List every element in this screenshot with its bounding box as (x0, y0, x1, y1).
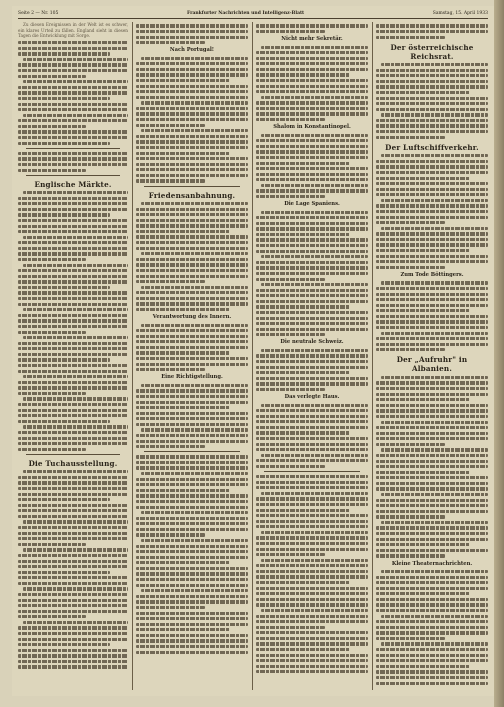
column-rule (372, 22, 373, 690)
heading-neutrale-schweiz: Die neutrale Schweiz. (280, 339, 344, 346)
heading-verlegte-haus: Das verlegte Haus. (284, 394, 340, 401)
header-page-number: Seite 2 — Nr. 105 (18, 10, 59, 16)
running-header (18, 8, 488, 19)
header-date: Samstag, 15. April 1933 (432, 10, 488, 16)
column-rule (252, 22, 253, 690)
heading-boettinger: Zum Tode Böttingers. (400, 271, 464, 278)
column-3 (256, 22, 368, 688)
column-1 (18, 22, 128, 688)
column-rule (132, 22, 133, 690)
heading-nicht-mehr-sekretaer: Nicht mehr Sekretär. (281, 36, 343, 43)
heading-englische-maerkte: Englische Märkte. (34, 179, 112, 189)
heading-friedensanbahnung: Friedensanbahnung. (148, 190, 236, 200)
heading-luftschiffverkehr: Der Luftschiffverkehr. (385, 142, 479, 152)
heading-theaternachrichten: Kleine Theaternachrichten. (391, 560, 473, 567)
column-2 (136, 22, 248, 688)
heading-verantwortung: Verantwortung des Innern. (152, 314, 232, 321)
column-4 (376, 22, 488, 688)
heading-lage-spaniens: Die Lage Spaniens. (284, 201, 340, 208)
heading-richtigstellung: Eine Richtigstellung. (161, 374, 223, 381)
heading-tuchausstellung: Die Tuchausstellung. (28, 458, 118, 468)
newspaper-page (12, 6, 494, 696)
header-newspaper-title: Frankfurter Nachrichten und Intelligenz-Blatt (186, 10, 305, 16)
page-binding-edge (494, 0, 504, 707)
heading-reichsrat: Der österreichische Reichsrat. (390, 42, 474, 61)
heading-albanien: Der „Aufruhr" in Albanien. (396, 355, 468, 374)
heading-shalom: Shalom in Konstantinopel. (273, 124, 351, 131)
heading-nach-portugal: Nach Portugal! (169, 47, 215, 54)
column-1-intro: Zu diesen Ereignissen in der Welt ist es schwer, ein klares Urteil zu fällen. England sieht in diesen Tagen die Entwicklung mit Sorge. (18, 22, 128, 39)
